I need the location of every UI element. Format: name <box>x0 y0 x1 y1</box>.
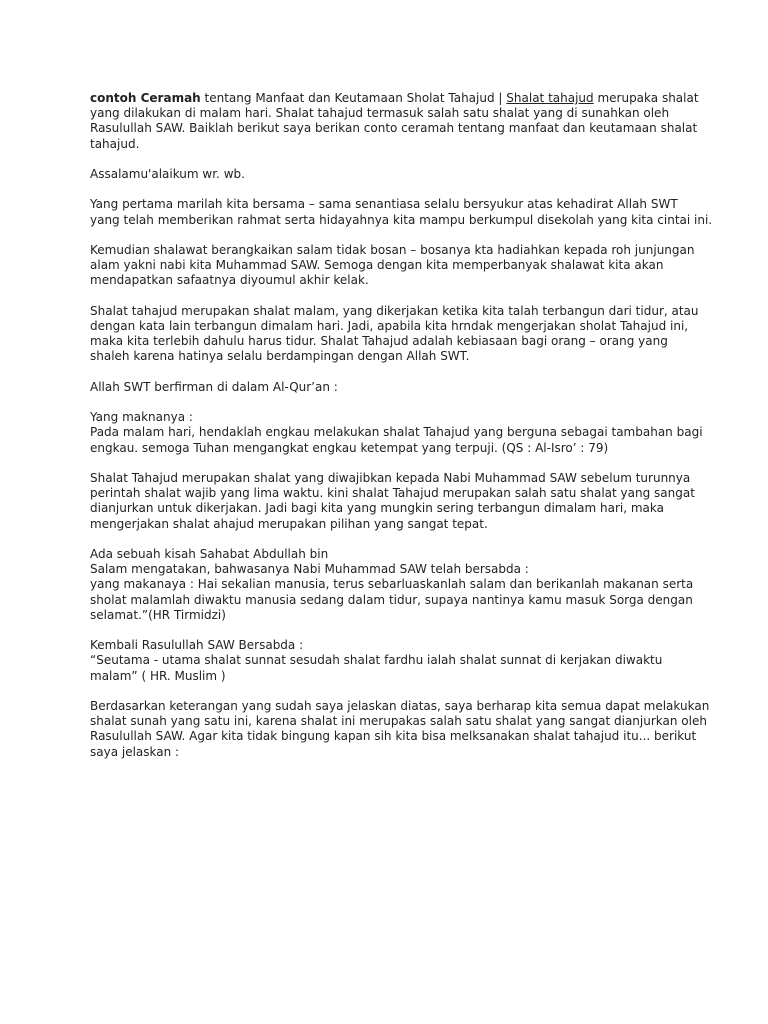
paragraph-line: Assalamu'alaikum wr. wb. <box>90 167 245 181</box>
paragraph-line: Rasulullah SAW. Agar kita tidak bingung kapan sih kita bisa melksanakan shalat tahajud itu... berikut <box>90 729 697 744</box>
paragraph-line: Shalat Tahajud merupakan shalat yang diwajibkan kepada Nabi Muhammad SAW sebelum turunnya <box>90 470 691 485</box>
paragraph-line: engkau. semoga Tuhan mengangkat engkau ketempat yang terpuji. (QS : Al-Isro’ : 79) <box>90 440 609 455</box>
paragraph-line: Kembali Rasulullah SAW Bersabda : <box>90 638 304 653</box>
intro-first-line <box>90 91 699 106</box>
paragraph-hadith-muslim <box>90 638 690 684</box>
intro-text-segment: tentang Manfaat dan Keutamaan Sholat Tahajud | <box>200 91 507 105</box>
paragraph-gratitude <box>90 197 713 227</box>
paragraph-obligation <box>90 470 695 532</box>
paragraph-line: Pada malam hari, hendaklah engkau melakukan shalat Tahajud yang berguna sebagai tambahan bagi <box>90 425 703 440</box>
paragraph-line: maka kita terlebih dahulu harus tidur. Shalat Tahajud adalah kebiasaan bagi orang – orang yang <box>90 334 668 349</box>
paragraph-line: Berdasarkan keterangan yang sudah saya jelaskan diatas, saya berharap kita semua dapat melakukan <box>90 698 710 713</box>
paragraph-line: alam yakni nabi kita Muhammad SAW. Semoga dengan kita memperbanyak shalawat kita akan <box>90 258 664 273</box>
paragraph-line: yang makanaya : Hai sekalian manusia, terus sebarluaskanlah salam dan berikanlah makanan serta <box>90 577 694 592</box>
intro-line: Rasulullah SAW. Baiklah berikut saya berikan conto ceramah tentang manfaat dan keutamaan shalat <box>90 121 698 136</box>
paragraph-line: Allah SWT berfirman di dalam Al-Qur’an : <box>90 379 338 394</box>
paragraph-line: Shalat tahajud merupakan shalat malam, yang dikerjakan ketika kita talah terbangun dari tidur, atau <box>90 303 699 318</box>
paragraph-greeting <box>90 167 690 182</box>
document-body <box>90 91 713 775</box>
paragraph-shalawat <box>90 242 695 289</box>
paragraph-line: Yang maknanya : <box>90 410 193 425</box>
paragraph-line: perintah shalat wajib yang lima waktu. kini shalat Tahajud merupakan salah satu shalat yang sangat <box>90 486 695 501</box>
intro-paragraph <box>90 91 699 152</box>
paragraph-line: “Seutama - utama shalat sunnat sesudah shalat fardhu ialah shalat sunnat di kerjakan diwaktu <box>90 653 663 668</box>
paragraph-line: dengan kata lain terbangun dimalam hari. Jadi, apabila kita hrndak mengerjakan sholat Tahajud ini, <box>90 318 689 333</box>
paragraph-line: Salam mengatakan, bahwasanya Nabi Muhammad SAW telah bersabda : <box>90 562 529 577</box>
shalat-tahajud-link[interactable]: Shalat tahajud <box>506 91 594 105</box>
paragraph-line: dianjurkan untuk dikerjakan. Jadi bagi kita yang mungkin sering terbangun dimalam hari, maka <box>90 501 665 516</box>
paragraph-definition <box>90 303 699 365</box>
intro-text-segment: merupaka shalat <box>593 91 699 105</box>
paragraph-line: selamat.”(HR Tirmidzi) <box>90 607 226 622</box>
paragraph-line: shalat sunah yang satu ini, karena shalat ini merupakas salah satu shalat yang sangat dianjurkan oleh <box>90 714 707 729</box>
paragraph-line: Yang pertama marilah kita bersama – sama senantiasa selalu bersyukur atas kehadirat Allah SWT <box>90 197 678 212</box>
paragraph-line: mendapatkan safaatnya diyoumul akhir kelak. <box>90 273 369 288</box>
paragraph-line: mengerjakan shalat ahajud merupakan pilihan yang sangat tepat. <box>90 516 488 531</box>
paragraph-hadith-tirmidzi <box>90 546 694 623</box>
paragraph-line: yang telah memberikan rahmat serta hidayahnya kita mampu berkumpul disekolah yang kita cintai ini. <box>90 212 713 227</box>
paragraph-line: saya jelaskan : <box>90 744 180 759</box>
paragraph-line: sholat malamlah diwaktu manusia sedang dalam tidur, supaya nantinya kamu masuk Sorga dengan <box>90 592 693 607</box>
paragraph-line: malam” ( HR. Muslim ) <box>90 668 226 683</box>
intro-bold-lead: contoh Ceramah <box>90 91 201 105</box>
paragraph-conclusion <box>90 698 710 760</box>
paragraph-quran-intro <box>90 380 690 395</box>
intro-line: yang dilakukan di malam hari. Shalat tahajud termasuk salah satu shalat yang di sunahkan oleh <box>90 106 670 121</box>
paragraph-line: Ada sebuah kisah Sahabat Abdullah bin <box>90 546 329 561</box>
paragraph-line: shaleh karena hatinya selalu berdampingan dengan Allah SWT. <box>90 349 470 364</box>
paragraph-line: Kemudian shalawat berangkaikan salam tidak bosan – bosanya kta hadiahkan kepada roh junjungan <box>90 242 695 257</box>
intro-line: tahajud. <box>90 136 140 151</box>
paragraph-quran-meaning <box>90 410 703 456</box>
